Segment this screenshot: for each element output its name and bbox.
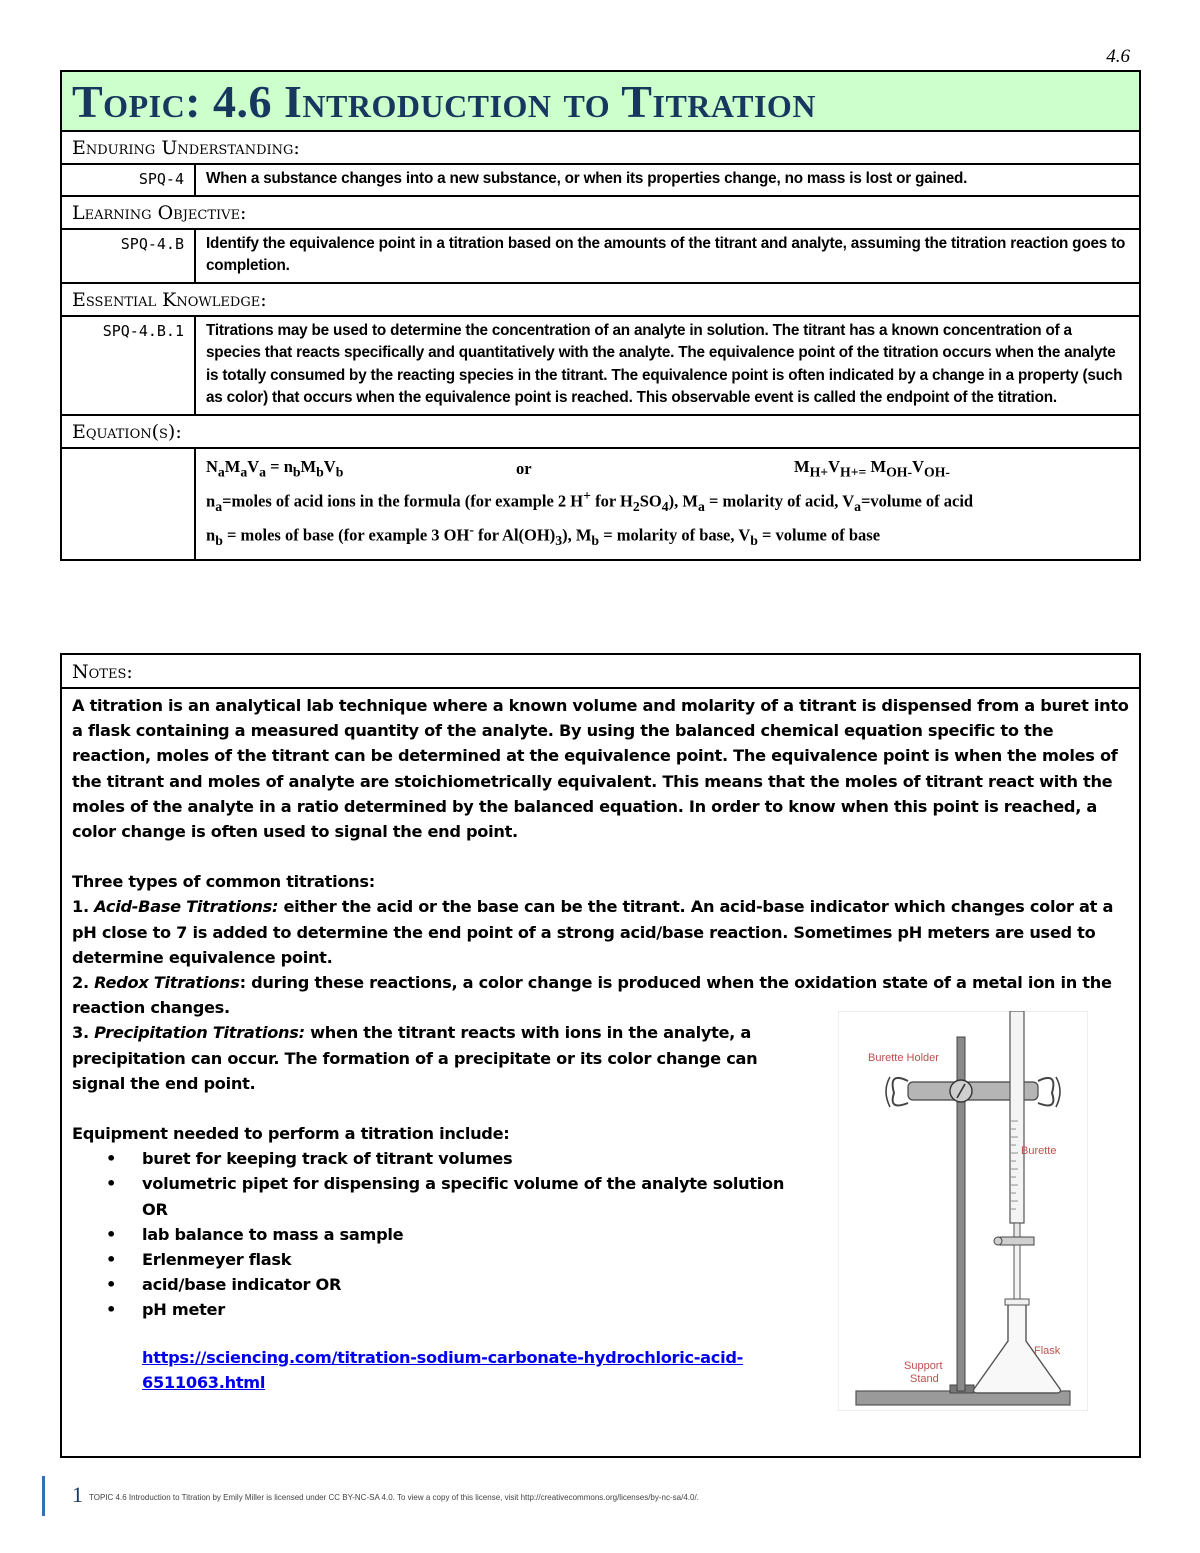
equation-or: or xyxy=(516,458,532,478)
types-intro: Three types of common titrations: xyxy=(72,872,375,892)
label-stand: Stand xyxy=(910,1373,939,1385)
essential-knowledge-heading: Essential Knowledge: xyxy=(72,288,267,311)
list-item: • acid/base indicator OR xyxy=(142,1272,812,1297)
learning-objective-heading: Learning Objective: xyxy=(72,201,247,224)
eu-text: When a substance changes into a new substance, or when its properties change, no mass is lost or gained. xyxy=(206,170,968,187)
type-redox: 2. Redox Titrations: during these reactions, a color change is produced when the oxidation state of a metal ion in the reaction changes. xyxy=(72,973,1112,1018)
equations-block xyxy=(196,449,1139,559)
footer-accent-bar xyxy=(42,1476,45,1516)
page-number: 4.6 xyxy=(1106,46,1130,67)
acid-definition: $n_a=moles$ of acid ions in the formula (for example 2 H+ for $H_2SO_4$), $M_a$ = molarity of acid, $V_a=volume$ of acid xyxy=(206,488,974,514)
topic-table xyxy=(60,70,1141,561)
label-flask: Flask xyxy=(1034,1345,1061,1357)
list-item: • pH meter xyxy=(142,1297,812,1322)
eu-code: SPQ-4 xyxy=(138,170,184,188)
base-definition: $n_b$ = moles of base (for example 3 OH- for $Al(OH)_3$), $M_b$ = molarity of base, $V_b$ = volume of base xyxy=(206,522,881,548)
equations-heading: Equation(s): xyxy=(72,420,182,443)
page-title: Topic: 4.6 Introduction to Titration xyxy=(72,76,816,127)
notes-paragraph: A titration is an analytical lab technique where a known volume and molarity of a titrant is dispensed from a buret into a flask containing a measured quantity of the analyte. By using the balanced chemical equation specific to the reaction, moles of the titrant can be determined at the equivalence point. The equivalence point is when the moles of the titrant and moles of analyte are stoichiometrically equivalent. This means that the moles of titrant react with the moles of the analyte in a ratio determined by the balanced equation. In order to know when this point is reached, a color change is often used to signal the end point. xyxy=(72,696,1129,842)
source-link[interactable]: https://sciencing.com/titration-sodium-carbonate-hydrochloric-acid-6511063.html xyxy=(142,1347,744,1392)
equation-2: $M_{H+}V_{H+=}$ $M_{OH-}V_{OH-}$ xyxy=(794,456,950,480)
equipment-list xyxy=(72,1146,812,1322)
ek-text: Titrations may be used to determine the concentration of an analyte in solution. The titrant has a known concentration of a species that reacts specifically and quantitatively with the analyte. The equivalence point of the titration occurs when the analyte is totally consumed by the reacting species in the titrant. The equivalence point is often indicated by a change in a property (such as color) that occurs when the equivalence point is reached. This observable event is called the endpoint of the titration. xyxy=(206,321,1123,406)
title-cell xyxy=(61,71,1140,131)
list-item: • buret for keeping track of titrant volumes xyxy=(142,1146,812,1171)
list-item: • volumetric pipet for dispensing a specific volume of the analyte solution OR xyxy=(142,1171,812,1221)
list-item: • lab balance to mass a sample xyxy=(142,1222,812,1247)
footer-license: TOPIC 4.6 Introduction to Titration by Emily Miller is licensed under CC BY-NC-SA 4.0. To view a copy of this license, visit http://creativecommons.org/licenses/by-nc-sa/4.0/. xyxy=(89,1493,699,1502)
lo-code: SPQ-4.B xyxy=(120,234,184,253)
label-support: Support xyxy=(904,1360,943,1372)
label-burette: Burette xyxy=(1021,1145,1057,1157)
equipment-intro: Equipment needed to perform a titration include: xyxy=(72,1124,510,1144)
type-acid-base: 1. Acid-Base Titrations: either the acid or the base can be the titrant. An acid-base indicator which changes color at a pH close to 7 is added to determine the end point of a strong acid/base reaction. Sometimes pH meters are used to determine equivalence point. xyxy=(72,897,1114,967)
equation-row xyxy=(206,453,1129,485)
equation-1: $N_aM_aV_a = n_bM_bV_b$ xyxy=(206,456,344,480)
ek-code: SPQ-4.B.1 xyxy=(102,321,184,340)
label-burette-holder: Burette Holder xyxy=(868,1052,939,1064)
list-item: • Erlenmeyer flask xyxy=(142,1247,812,1272)
titration-apparatus-illustration xyxy=(838,1011,1088,1411)
type-precipitation: 3. Precipitation Titrations: when the titrant reacts with ions in the analyte, a precipitation can occur. The formation of a precipitate or its color change can signal the end point. xyxy=(72,1023,758,1093)
footer-page-number: 1 xyxy=(72,1482,83,1507)
lo-text: Identify the equivalence point in a titration based on the amounts of the titrant and analyte, assuming the titration reaction goes to completion. xyxy=(206,234,1126,274)
notes-heading: Notes: xyxy=(62,655,1139,689)
titration-apparatus-figure xyxy=(838,1011,1088,1411)
enduring-understanding-heading: Enduring Understanding: xyxy=(72,137,300,159)
footer xyxy=(42,1476,1042,1516)
